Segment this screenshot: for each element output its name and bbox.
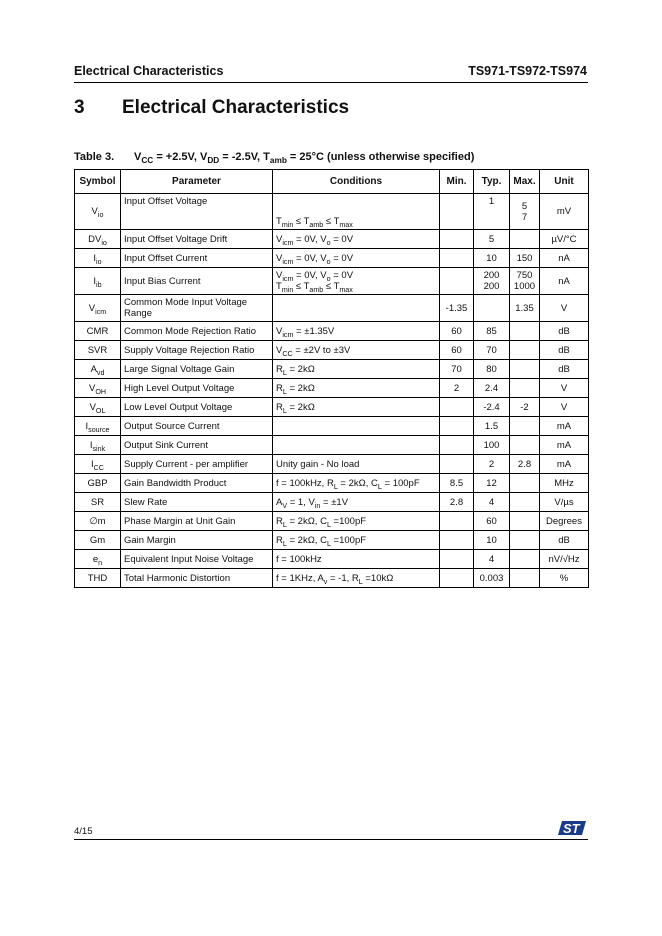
cell-parameter: Input Offset Voltage Drift <box>121 230 273 249</box>
cell-typ: 4 <box>474 550 510 569</box>
cell-symbol: SR <box>75 493 121 512</box>
cell-conditions <box>273 295 440 322</box>
cell-typ: 12 <box>474 474 510 493</box>
cell-parameter: Low Level Output Voltage <box>121 398 273 417</box>
table-row <box>75 360 589 379</box>
page-number: 4/15 <box>74 826 93 837</box>
cell-unit: nA <box>540 249 589 268</box>
cell-symbol: $I_{CC}$ <box>75 455 121 474</box>
cell-max: 750 1000 <box>510 268 540 295</box>
cell-symbol: $DV_{io}$ <box>75 230 121 249</box>
cell-typ: 1 <box>474 194 510 230</box>
cell-max <box>510 531 540 550</box>
cell-parameter: Total Harmonic Distortion <box>121 569 273 588</box>
cell-min: 60 <box>440 322 474 341</box>
cell-min: 60 <box>440 341 474 360</box>
col-header-parameter: Parameter <box>121 170 273 194</box>
cell-unit: V <box>540 295 589 322</box>
cell-unit: MHz <box>540 474 589 493</box>
table-row <box>75 569 589 588</box>
cell-unit: Degrees <box>540 512 589 531</box>
cell-typ <box>474 295 510 322</box>
cell-typ: -2.4 <box>474 398 510 417</box>
cell-max <box>510 379 540 398</box>
cell-parameter: Output Sink Current <box>121 436 273 455</box>
col-header-symbol: Symbol <box>75 170 121 194</box>
cell-conditions: $R_L = 2k\Omega$ <box>273 379 440 398</box>
cell-max <box>510 417 540 436</box>
cell-conditions <box>273 436 440 455</box>
cell-min: 8.5 <box>440 474 474 493</box>
cell-conditions: $R_L = 2k\Omega$, $C_L =100pF$ <box>273 531 440 550</box>
cell-unit: dB <box>540 322 589 341</box>
cell-parameter: Input Offset Voltage <box>121 194 273 230</box>
cell-parameter: Gain Bandwidth Product <box>121 474 273 493</box>
cell-parameter: Output Source Current <box>121 417 273 436</box>
cell-unit: mA <box>540 455 589 474</box>
cell-parameter: Phase Margin at Unit Gain <box>121 512 273 531</box>
table-header-row <box>75 170 589 194</box>
cell-typ: 1.5 <box>474 417 510 436</box>
cell-symbol: THD <box>75 569 121 588</box>
table-row <box>75 493 589 512</box>
table-row <box>75 249 589 268</box>
cell-symbol: SVR <box>75 341 121 360</box>
cell-min <box>440 268 474 295</box>
cell-min: 2 <box>440 379 474 398</box>
cell-max: 5 7 <box>510 194 540 230</box>
cell-min <box>440 512 474 531</box>
table-row <box>75 230 589 249</box>
col-header-max: Max. <box>510 170 540 194</box>
section-number: 3 <box>74 97 85 118</box>
cell-conditions: $T_{min} \le T_{amb} \le T_{max}$ <box>273 194 440 230</box>
cell-symbol: GBP <box>75 474 121 493</box>
cell-conditions: $V_{icm} = 0V$, $V_o = 0V$ <box>273 230 440 249</box>
cell-max <box>510 493 540 512</box>
cell-min: 2.8 <box>440 493 474 512</box>
cell-min <box>440 417 474 436</box>
cell-max <box>510 360 540 379</box>
cell-typ: 4 <box>474 493 510 512</box>
cell-typ: 70 <box>474 341 510 360</box>
cell-parameter: High Level Output Voltage <box>121 379 273 398</box>
cell-max: 150 <box>510 249 540 268</box>
cell-conditions <box>273 417 440 436</box>
cell-symbol: $e_n$ <box>75 550 121 569</box>
col-header-typ: Typ. <box>474 170 510 194</box>
table-row <box>75 436 589 455</box>
cell-typ: 0.003 <box>474 569 510 588</box>
table-row <box>75 550 589 569</box>
table-row <box>75 455 589 474</box>
col-header-conditions: Conditions <box>273 170 440 194</box>
cell-max <box>510 550 540 569</box>
footer-divider <box>74 839 588 840</box>
cell-max <box>510 341 540 360</box>
cell-conditions: $V_{CC} = \pm 2V$ to ±3V <box>273 341 440 360</box>
table-row <box>75 512 589 531</box>
cell-min <box>440 194 474 230</box>
cell-max <box>510 569 540 588</box>
cell-min <box>440 436 474 455</box>
table-row <box>75 531 589 550</box>
cell-max: 1.35 <box>510 295 540 322</box>
cell-symbol: $V_{icm}$ <box>75 295 121 322</box>
cell-max <box>510 474 540 493</box>
cell-min <box>440 230 474 249</box>
cell-min <box>440 398 474 417</box>
cell-max: 2.8 <box>510 455 540 474</box>
cell-parameter: Slew Rate <box>121 493 273 512</box>
cell-typ: 10 <box>474 531 510 550</box>
cell-typ: 5 <box>474 230 510 249</box>
cell-conditions: f = 100kHz <box>273 550 440 569</box>
cell-conditions: f = 1KHz, $A_v = -1$, $R_L =10k\Omega$ <box>273 569 440 588</box>
st-logo-icon <box>558 820 586 836</box>
cell-typ: 80 <box>474 360 510 379</box>
table-row <box>75 268 589 295</box>
table-row <box>75 341 589 360</box>
cell-unit: dB <box>540 360 589 379</box>
table-row <box>75 295 589 322</box>
cell-symbol: $I_{io}$ <box>75 249 121 268</box>
cell-min <box>440 455 474 474</box>
cell-min <box>440 569 474 588</box>
table-row <box>75 379 589 398</box>
cell-parameter: Supply Voltage Rejection Ratio <box>121 341 273 360</box>
cell-unit: dB <box>540 341 589 360</box>
cell-typ: 2 <box>474 455 510 474</box>
cell-conditions: $R_L = 2k\Omega$ <box>273 360 440 379</box>
cell-conditions: $A_V = 1$, $V_{in} = \pm 1V$ <box>273 493 440 512</box>
cell-min <box>440 531 474 550</box>
cell-min <box>440 550 474 569</box>
cell-unit: V <box>540 379 589 398</box>
cell-unit: dB <box>540 531 589 550</box>
table-row <box>75 322 589 341</box>
cell-parameter: Gain Margin <box>121 531 273 550</box>
cell-unit: % <box>540 569 589 588</box>
cell-parameter: Supply Current - per amplifier <box>121 455 273 474</box>
cell-max <box>510 436 540 455</box>
cell-parameter: Equivalent Input Noise Voltage <box>121 550 273 569</box>
cell-conditions: $R_L = 2k\Omega$ <box>273 398 440 417</box>
header-part-numbers: TS971-TS972-TS974 <box>468 64 587 78</box>
cell-max <box>510 322 540 341</box>
cell-unit: nA <box>540 268 589 295</box>
cell-unit: nV/√Hz <box>540 550 589 569</box>
header-doc-section: Electrical Characteristics <box>74 64 224 78</box>
electrical-characteristics-table <box>74 169 589 588</box>
cell-conditions: Unity gain - No load <box>273 455 440 474</box>
table-caption: Table 3. $V_{CC} = +2.5V$, $V_{DD} = -2.5V$, $T_{amb} = 25^\circ C$ (unless otherwise specified) <box>74 151 475 165</box>
cell-symbol: $V_{OH}$ <box>75 379 121 398</box>
cell-parameter: Common Mode Rejection Ratio <box>121 322 273 341</box>
table-row <box>75 474 589 493</box>
cell-parameter: Common Mode Input Voltage Range <box>121 295 273 322</box>
table-row <box>75 417 589 436</box>
cell-max <box>510 512 540 531</box>
cell-parameter: Large Signal Voltage Gain <box>121 360 273 379</box>
cell-min: 70 <box>440 360 474 379</box>
cell-unit: mA <box>540 417 589 436</box>
cell-unit: V <box>540 398 589 417</box>
col-header-unit: Unit <box>540 170 589 194</box>
cell-typ: 100 <box>474 436 510 455</box>
cell-typ: 60 <box>474 512 510 531</box>
cell-symbol: $I_{sink}$ <box>75 436 121 455</box>
cell-max <box>510 230 540 249</box>
cell-typ: 2.4 <box>474 379 510 398</box>
cell-conditions: $V_{icm} = 0V$, $V_o = 0V$ <box>273 249 440 268</box>
cell-unit: V/µs <box>540 493 589 512</box>
cell-symbol: $V_{io}$ <box>75 194 121 230</box>
cell-symbol: $A_{vd}$ <box>75 360 121 379</box>
table-row <box>75 194 589 230</box>
cell-symbol: ∅m <box>75 512 121 531</box>
cell-symbol: Gm <box>75 531 121 550</box>
table-label: Table 3. <box>74 151 115 163</box>
cell-parameter: Input Offset Current <box>121 249 273 268</box>
cell-conditions: f = 100kHz, $R_L = 2k\Omega$, $C_L = 100pF$ <box>273 474 440 493</box>
table-row <box>75 398 589 417</box>
cell-max: -2 <box>510 398 540 417</box>
cell-typ: 200 200 <box>474 268 510 295</box>
cell-unit: mV <box>540 194 589 230</box>
cell-unit: mA <box>540 436 589 455</box>
header-divider <box>74 82 588 83</box>
cell-symbol: CMR <box>75 322 121 341</box>
cell-conditions: $R_L = 2k\Omega$, $C_L =100pF$ <box>273 512 440 531</box>
cell-conditions: $V_{icm} = 0V$, $V_o = 0V$ $T_{min} \le T_{amb} \le T_{max}$ <box>273 268 440 295</box>
cell-unit: µV/°C <box>540 230 589 249</box>
col-header-min: Min. <box>440 170 474 194</box>
cell-typ: 85 <box>474 322 510 341</box>
cell-min <box>440 249 474 268</box>
cell-parameter: Input Bias Current <box>121 268 273 295</box>
cell-conditions: $V_{icm} = \pm 1.35V$ <box>273 322 440 341</box>
section-title: Electrical Characteristics <box>122 97 350 118</box>
svg-text:ST: ST <box>563 821 580 836</box>
cell-symbol: $I_{ib}$ <box>75 268 121 295</box>
cell-min: -1.35 <box>440 295 474 322</box>
cell-symbol: $V_{OL}$ <box>75 398 121 417</box>
cell-typ: 10 <box>474 249 510 268</box>
cell-symbol: $I_{source}$ <box>75 417 121 436</box>
